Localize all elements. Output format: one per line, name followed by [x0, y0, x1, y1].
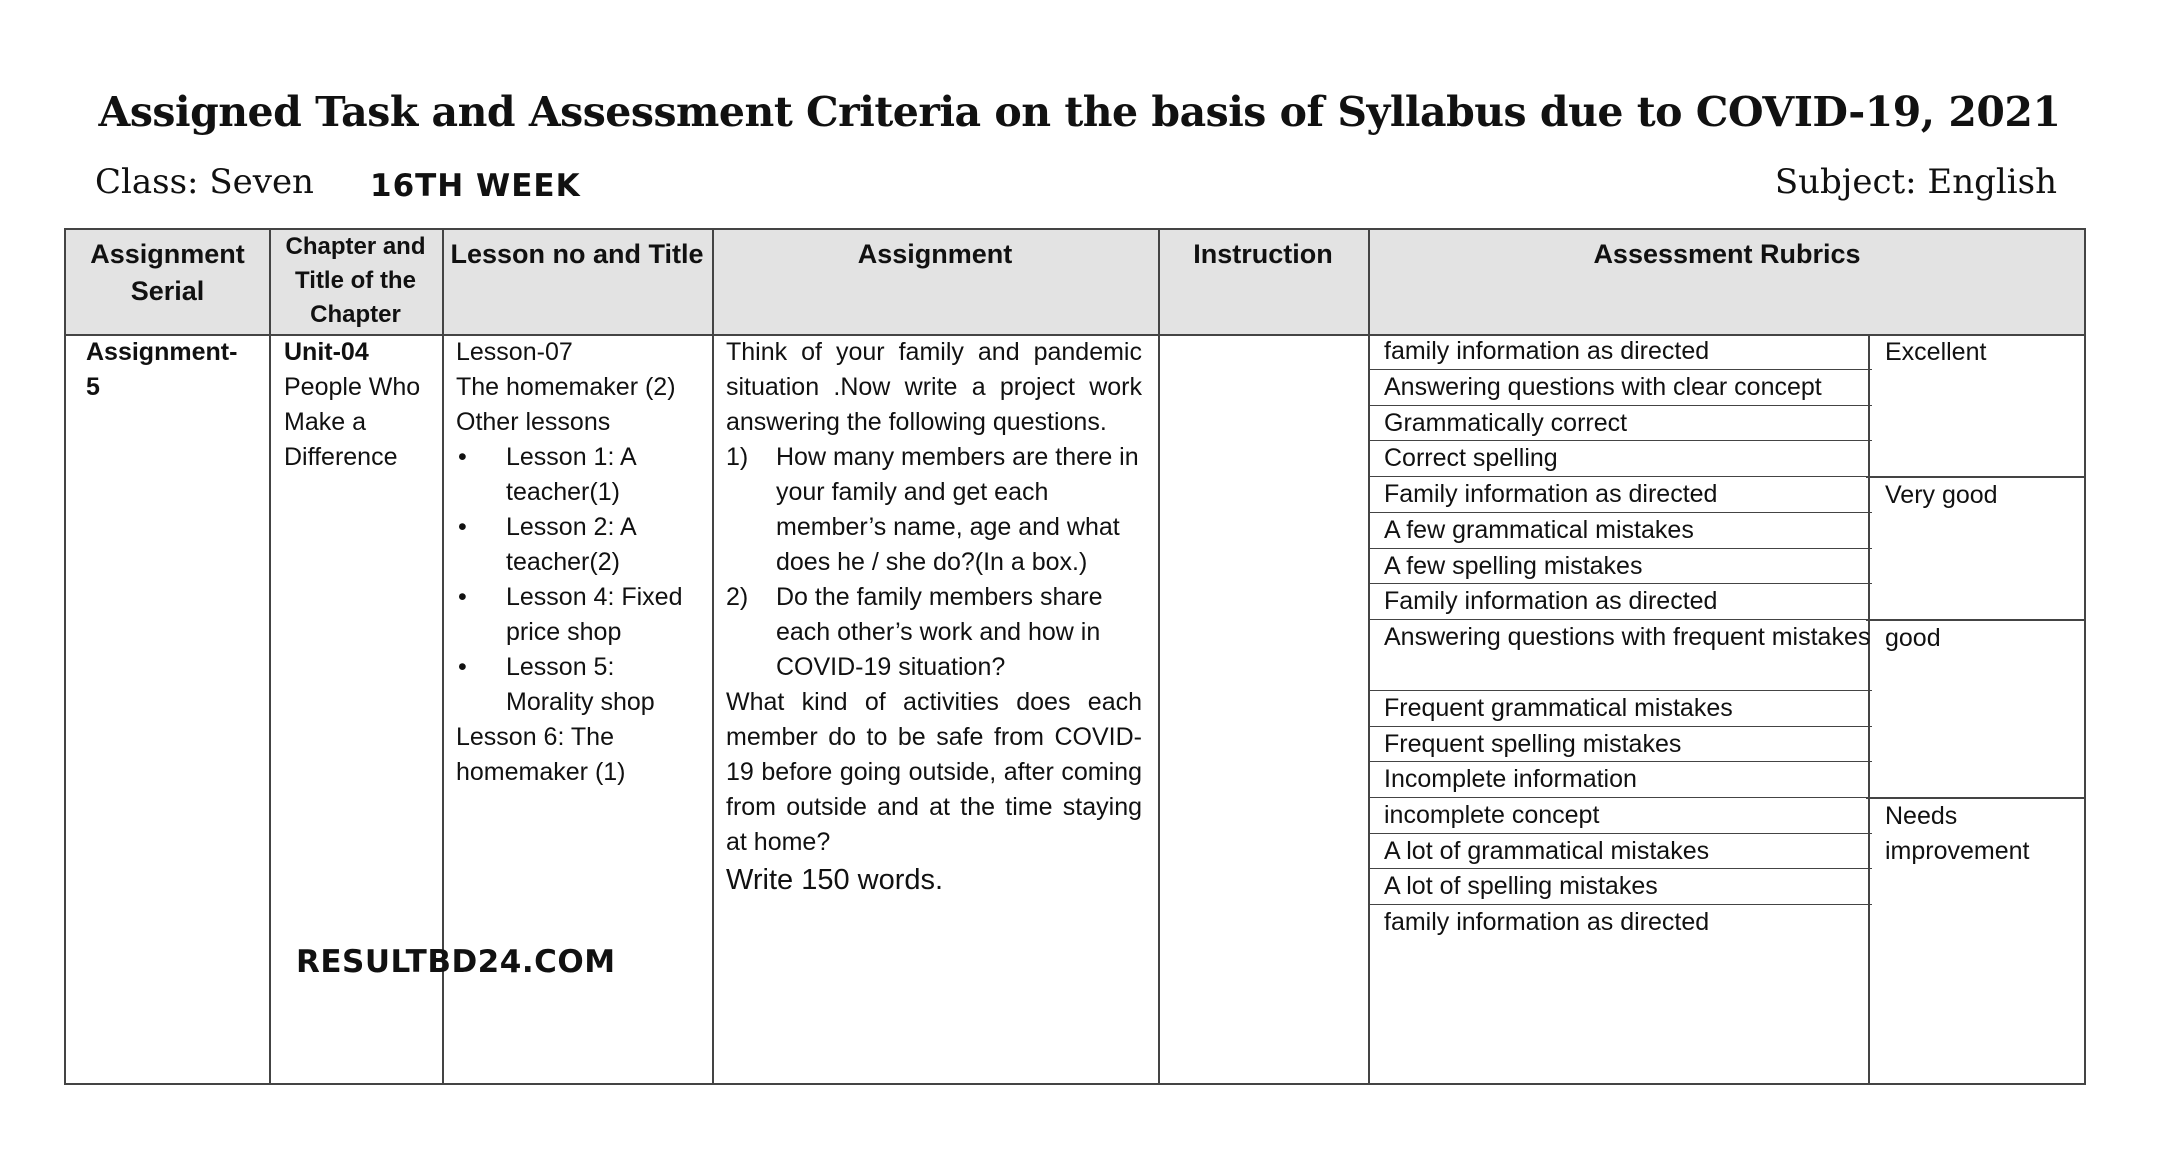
assignment-extra: What kind of activities does each member do to be safe from COVID-19 before going outside, after coming from outside and at the time staying at home?	[726, 688, 1142, 856]
list-item: • Lesson 5: Morality shop	[456, 650, 696, 720]
rubric-criterion: incomplete concept	[1370, 798, 1872, 834]
header-assignment-serial: Assignment Serial	[90, 239, 245, 306]
question-text: How many members are there in your family and get each member’s name, age and what does he / she do?(In a box.)	[776, 443, 1139, 576]
lesson-extra: Lesson 6: The homemaker (1)	[456, 723, 626, 786]
question-item	[726, 580, 1142, 685]
header-instruction: Instruction	[1193, 239, 1333, 269]
chapter-title: People Who Make a Difference	[284, 373, 421, 471]
rubric-criterion: Frequent grammatical mistakes	[1370, 691, 1872, 727]
list-item: • Lesson 2: A teacher(2)	[456, 510, 696, 580]
rubric-criterion: Incomplete information	[1370, 762, 1872, 798]
lesson-title: The homemaker (2)	[456, 373, 676, 401]
question-text: Do the family members share each other’s work and how in COVID-19 situation?	[776, 583, 1103, 681]
column-divider	[712, 230, 714, 1083]
rubric-criterion: Family information as directed	[1370, 584, 1872, 620]
header-assignment: Assignment	[857, 239, 1013, 269]
class-label: Class: Seven	[95, 162, 314, 202]
question-number: 1)	[726, 443, 749, 471]
rating-label: Excellent	[1885, 338, 1987, 366]
rating-label: Very good	[1885, 481, 1998, 509]
header-chapter: Chapter and Title of the Chapter	[285, 233, 426, 328]
rubric-criterion: Correct spelling	[1370, 441, 1872, 477]
rubric-criterion: Family information as directed	[1370, 477, 1872, 513]
list-item: • Lesson 1: A teacher(1)	[456, 440, 696, 510]
rubric-criterion: Answering questions with clear concept	[1370, 370, 1872, 406]
assignment-intro: Think of your family and pandemic situation .Now write a project work answering the following questions.	[726, 338, 1142, 436]
lesson-cell	[456, 335, 696, 790]
subject-label: Subject: English	[1774, 162, 2057, 202]
assignment-cell	[726, 335, 1142, 900]
rubric-criterion: A few grammatical mistakes	[1370, 513, 1872, 549]
column-divider	[269, 230, 271, 1083]
rating-label: good	[1885, 624, 1941, 652]
question-number: 2)	[726, 583, 749, 611]
rubric-criterion: Frequent spelling mistakes	[1370, 727, 1872, 762]
header-rubrics: Assessment Rubrics	[1593, 239, 1861, 269]
chapter-cell	[284, 335, 434, 475]
rating-label: Needs improvement	[1885, 802, 2030, 865]
watermark: RESULTBD24.COM	[296, 944, 616, 980]
list-item: • Lesson 4: Fixed price shop	[456, 580, 696, 650]
rubric-criterion: Answering questions with frequent mistakes	[1370, 620, 1872, 691]
rubric-criterion: A lot of spelling mistakes	[1370, 869, 1872, 905]
assignment-words: Write 150 words.	[726, 864, 944, 896]
lesson-main: Lesson-07	[456, 338, 573, 366]
assignment-serial: Assignment-5	[86, 338, 238, 401]
question-item	[726, 440, 1142, 580]
week-label: 16TH WEEK	[370, 168, 581, 204]
rubric-criterion: A few spelling mistakes	[1370, 549, 1872, 584]
rubric-criterion: family information as directed	[1384, 908, 1710, 936]
page-title: Assigned Task and Assessment Criteria on the basis of Syllabus due to COVID-19, 2021	[98, 88, 2061, 136]
column-divider	[1158, 230, 1160, 1083]
header-lesson: Lesson no and Title	[450, 239, 704, 269]
rubric-criterion: A lot of grammatical mistakes	[1370, 834, 1872, 869]
other-lessons-label: Other lessons	[456, 408, 611, 436]
chapter-unit: Unit-04	[284, 338, 369, 366]
rubric-criterion: Grammatically correct	[1370, 406, 1872, 441]
rubric-criterion: family information as directed	[1370, 334, 1872, 370]
